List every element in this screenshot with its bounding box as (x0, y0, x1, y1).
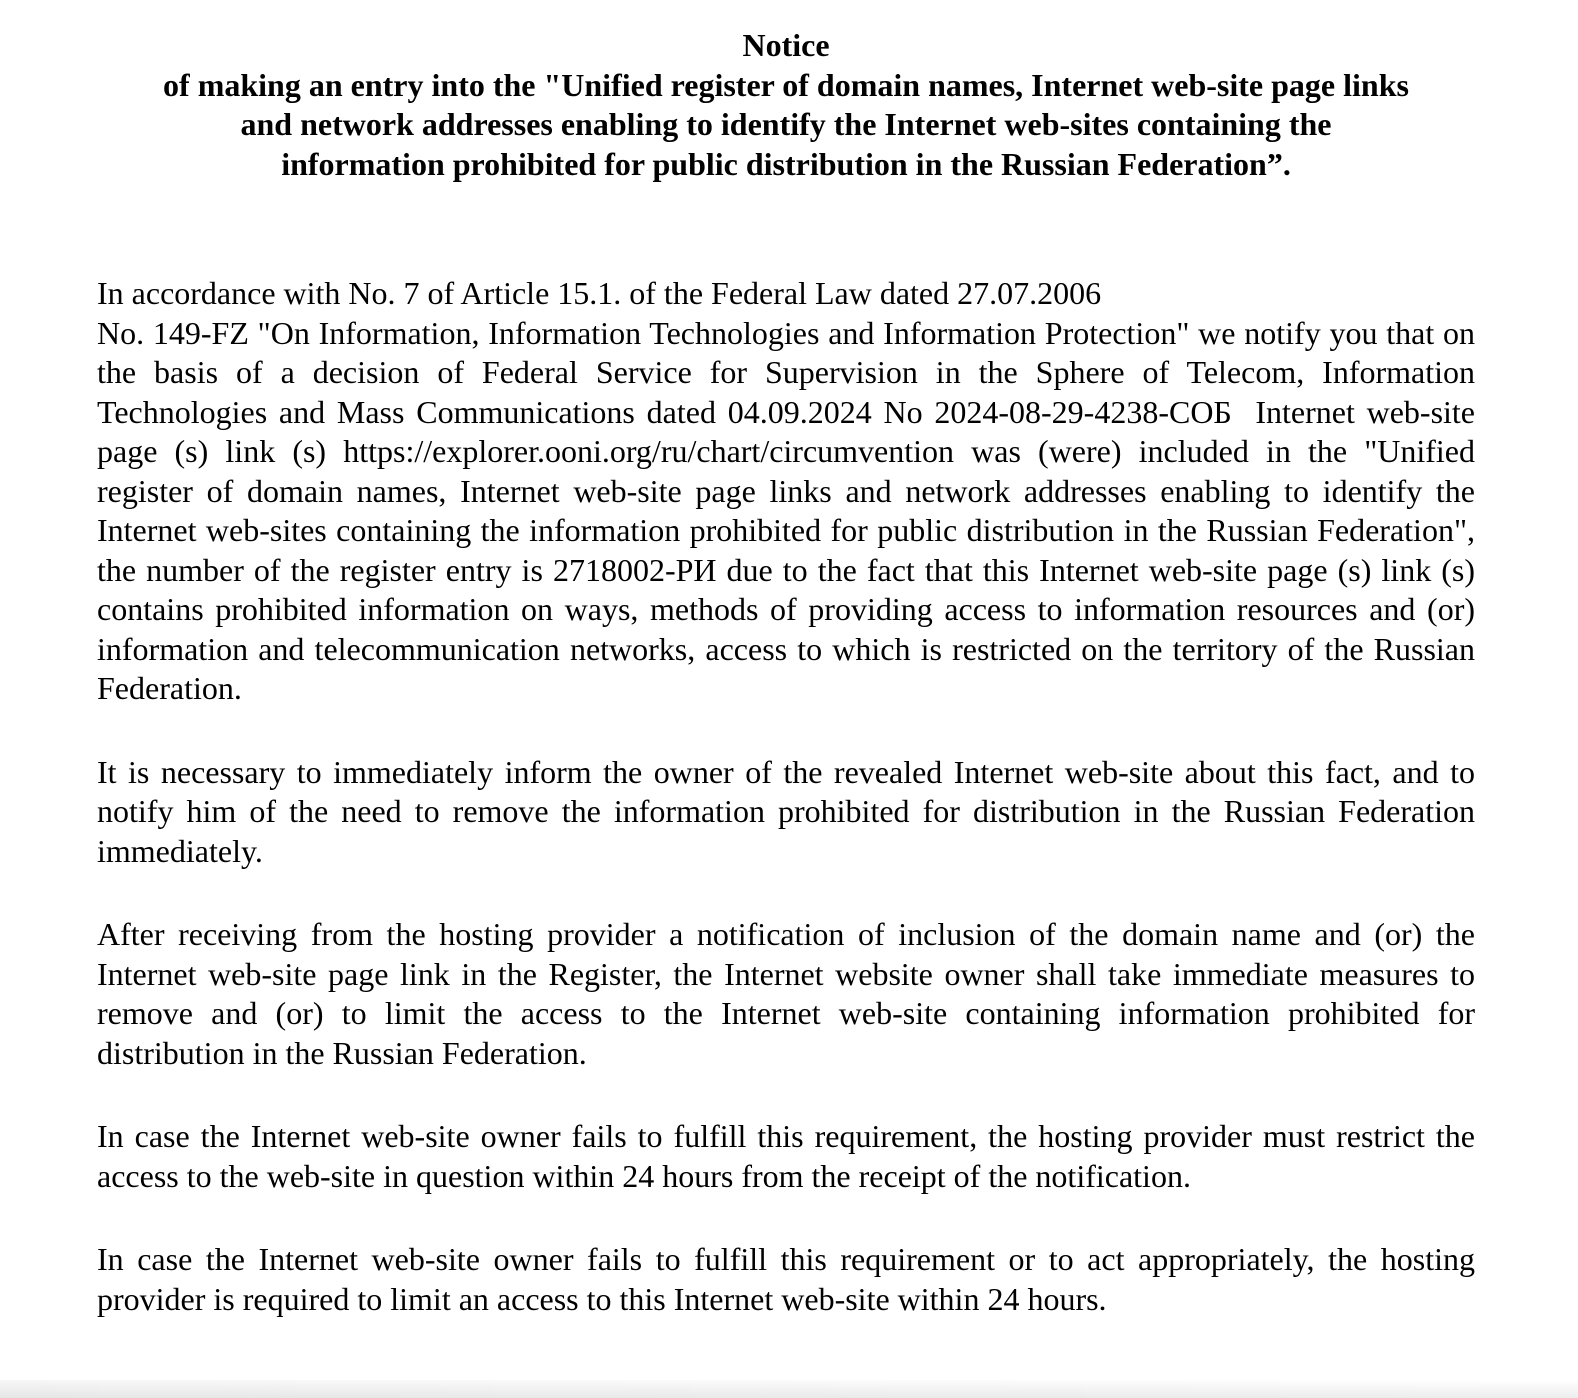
title-line-2: of making an entry into the "Unified register of domain names, Internet web-site page links (163, 66, 1409, 103)
paragraph-inform-owner: It is necessary to immediately inform the owner of the revealed Internet web-site about this fact, and to notify him of the need to remove the information prohibited for distribution in the Russian Federation immediately. (97, 753, 1475, 869)
document-title (97, 26, 1475, 184)
paragraph-owner-measures: After receiving from the hosting provider a notification of inclusion of the domain name and (or) the Internet web-site page link in the Register, the Internet website owner shall take immediate measures to remove and (or) to limit the access to the Internet web-site containing information prohibited for distribution in the Russian Federation. (97, 916, 1475, 1071)
document-body (97, 274, 1475, 1319)
paragraph-provider-limit: In case the Internet web-site owner fails to fulfill this requirement or to act appropriately, the hosting provider is required to limit an access to this Internet web-site within 24 hours. (97, 1241, 1475, 1317)
title-line-1: Notice (742, 27, 830, 63)
title-line-4: information prohibited for public distribution in the Russian Federation”. (281, 145, 1291, 182)
paragraph-provider-restrict: In case the Internet web-site owner fails to fulfill this requirement, the hosting provider must restrict the access to the web-site in question within 24 hours from the receipt of the notification. (97, 1118, 1475, 1194)
paragraph-legal-basis: In accordance with No. 7 of Article 15.1. of the Federal Law dated 27.07.2006 No. 149-FZ "On Information, Information Technologies and Information Protection" we notify you that on the basis of a decision of Federal Service for Supervision in the Sphere of Telecom, Information Technologies and Mass Communications dated 04.09.2024 No 2024-08-29-4238-СОБ Internet web-site page (s) link (s) https://explorer.ooni.org/ru/chart/circumvention was (were) included in the "Unified register of domain names, Internet web-site page links and network addresses enabling to identify the Internet web-sites containing the information prohibited for public distribution in the Russian Federation", the number of the register entry is 2718002-РИ due to the fact that this Internet web-site page (s) link (s) contains prohibited information on ways, methods of providing access to information resources and (or) information and telecommunication networks, access to which is restricted on the territory of the Russian Federation. (97, 275, 1475, 706)
title-line-3: and network addresses enabling to identify the Internet web-sites containing the (240, 106, 1332, 142)
